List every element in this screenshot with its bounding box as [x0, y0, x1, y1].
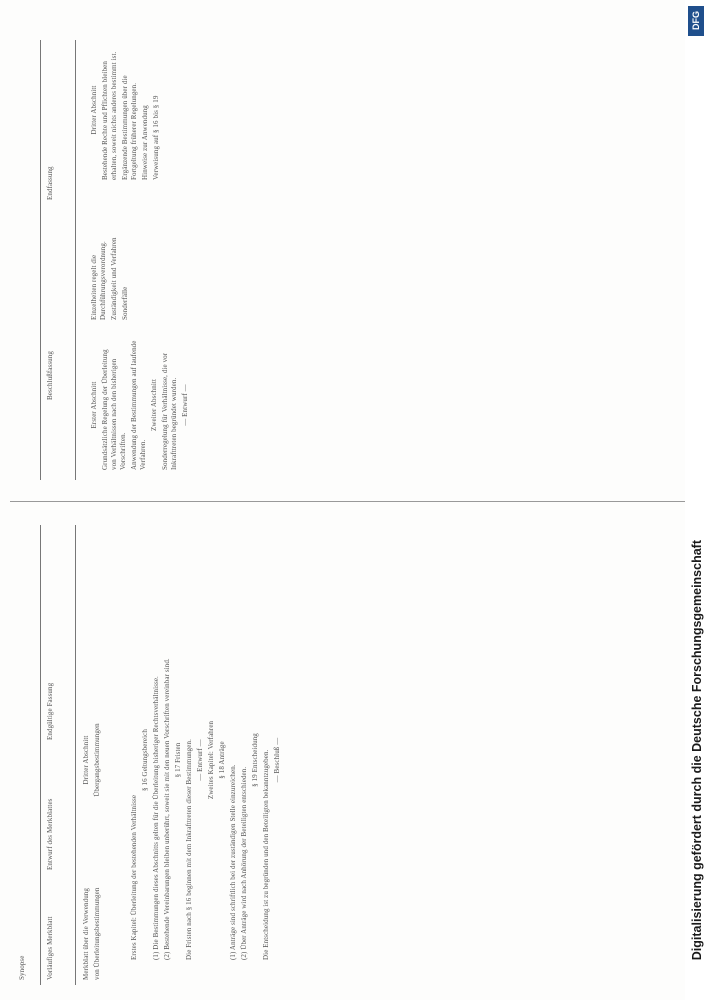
col-head-3: Endgültige Fassung	[46, 682, 54, 740]
page-fold	[10, 501, 690, 502]
header-rule-right-2	[75, 40, 76, 480]
col-head-4: Beschlußfassung	[46, 351, 54, 400]
header-rule-left-2	[75, 525, 76, 985]
header-left: Synopse	[18, 955, 26, 980]
right-r4: Einzelheiten regelt die Durchführungsverordnung.	[90, 241, 107, 320]
right-col-c	[90, 40, 163, 180]
right-head-1: Erster Abschnitt	[90, 381, 98, 429]
right-r3: Sonderregelung für Verhältnisse, die vor Inkrafttreten begründet wurden.	[161, 352, 178, 470]
left-para-13: Die Entscheidung ist zu begründen und den Beteiligten bekanntzugeben.	[262, 749, 270, 960]
left-para-1: Erstes Kapitel: Überleitung der bestehenden Verhältnisse	[130, 794, 138, 960]
left-para-12: § 19 Entscheidung	[251, 733, 259, 787]
right-r6: — Entwurf —	[181, 384, 189, 426]
right-col-b	[90, 200, 132, 320]
right-head-2: Zweiter Abschnitt	[150, 378, 158, 432]
left-sub-block	[82, 660, 104, 860]
right-r1: Grundsätzliche Regelung der Überleitung von Verhältnissen nach den bisherigen Vorschriften.	[101, 349, 127, 470]
right-r9: Sonderfälle	[121, 286, 129, 320]
left-para-3: (1) Die Bestimmungen dieses Abschnitts gelten für die Überleitung bisheriger Rechtsverhältnisse.	[152, 676, 160, 960]
right-r7: Ergänzende Bestimmungen über die Fortgeltung früherer Regelungen.	[121, 75, 138, 180]
right-r10: Hinweise zur Anwendung	[141, 105, 149, 180]
col-head-2: Entwurf des Merkblattes	[46, 798, 54, 870]
left-title-block	[82, 880, 104, 980]
left-para-14: — Beschluß —	[273, 737, 281, 783]
right-r11: Verweisung auf § 16 bis § 19	[152, 95, 160, 180]
left-para-11: (2) Über Anträge wird nach Anhörung der Beteiligten entschieden.	[240, 766, 248, 960]
left-para-5: § 17 Fristen	[174, 742, 182, 778]
dfg-logo: DFG	[688, 6, 704, 36]
left-sub-b: Übergangsbestimmungen	[93, 723, 101, 797]
left-para-4: (2) Bestehende Vereinbarungen bleiben unberührt, soweit sie mit den neuen Vorschriften vereinbar sind.	[163, 658, 171, 960]
left-para-6: Die Fristen nach § 16 beginnen mit dem Inkrafttreten dieser Bestimmungen.	[185, 739, 193, 960]
col-head-5: Endfassung	[46, 166, 54, 200]
left-sub-a: Dritter Abschnitt	[82, 735, 90, 785]
left-para-8: Zweites Kapitel: Verfahren	[207, 720, 215, 800]
right-r2: Anwendung der Bestimmungen auf laufende Verfahren.	[130, 340, 147, 470]
left-title-a: Merkblatt über die Verwendung	[82, 888, 90, 980]
right-r8: Zuständigkeit und Verfahren	[110, 237, 118, 320]
header-rule-right	[40, 40, 41, 480]
left-body	[130, 560, 284, 960]
left-title-b: von Überleitungsbestimmungen	[93, 887, 101, 980]
header-rule-left	[40, 525, 41, 985]
left-para-7: — Entwurf —	[196, 739, 204, 781]
left-para-10: (1) Anträge sind schriftlich bei der zuständigen Stelle einzureichen.	[229, 764, 237, 960]
col-head-1: Vorläufiges Merkblatt	[46, 916, 54, 980]
left-para-9: § 18 Anträge	[218, 741, 226, 779]
right-col-a	[90, 340, 192, 470]
right-head-3: Dritter Abschnitt	[90, 85, 98, 135]
left-para-2: § 16 Geltungsbereich	[141, 729, 149, 791]
digitization-sidebar	[685, 0, 707, 1000]
digitization-credit: Digitalisierung gefördert durch die Deutsche Forschungsgemeinschaft	[690, 540, 704, 961]
right-r5: Bestehende Rechte und Pflichten bleiben erhalten, soweit nichts anderes bestimmt ist.	[101, 51, 118, 180]
